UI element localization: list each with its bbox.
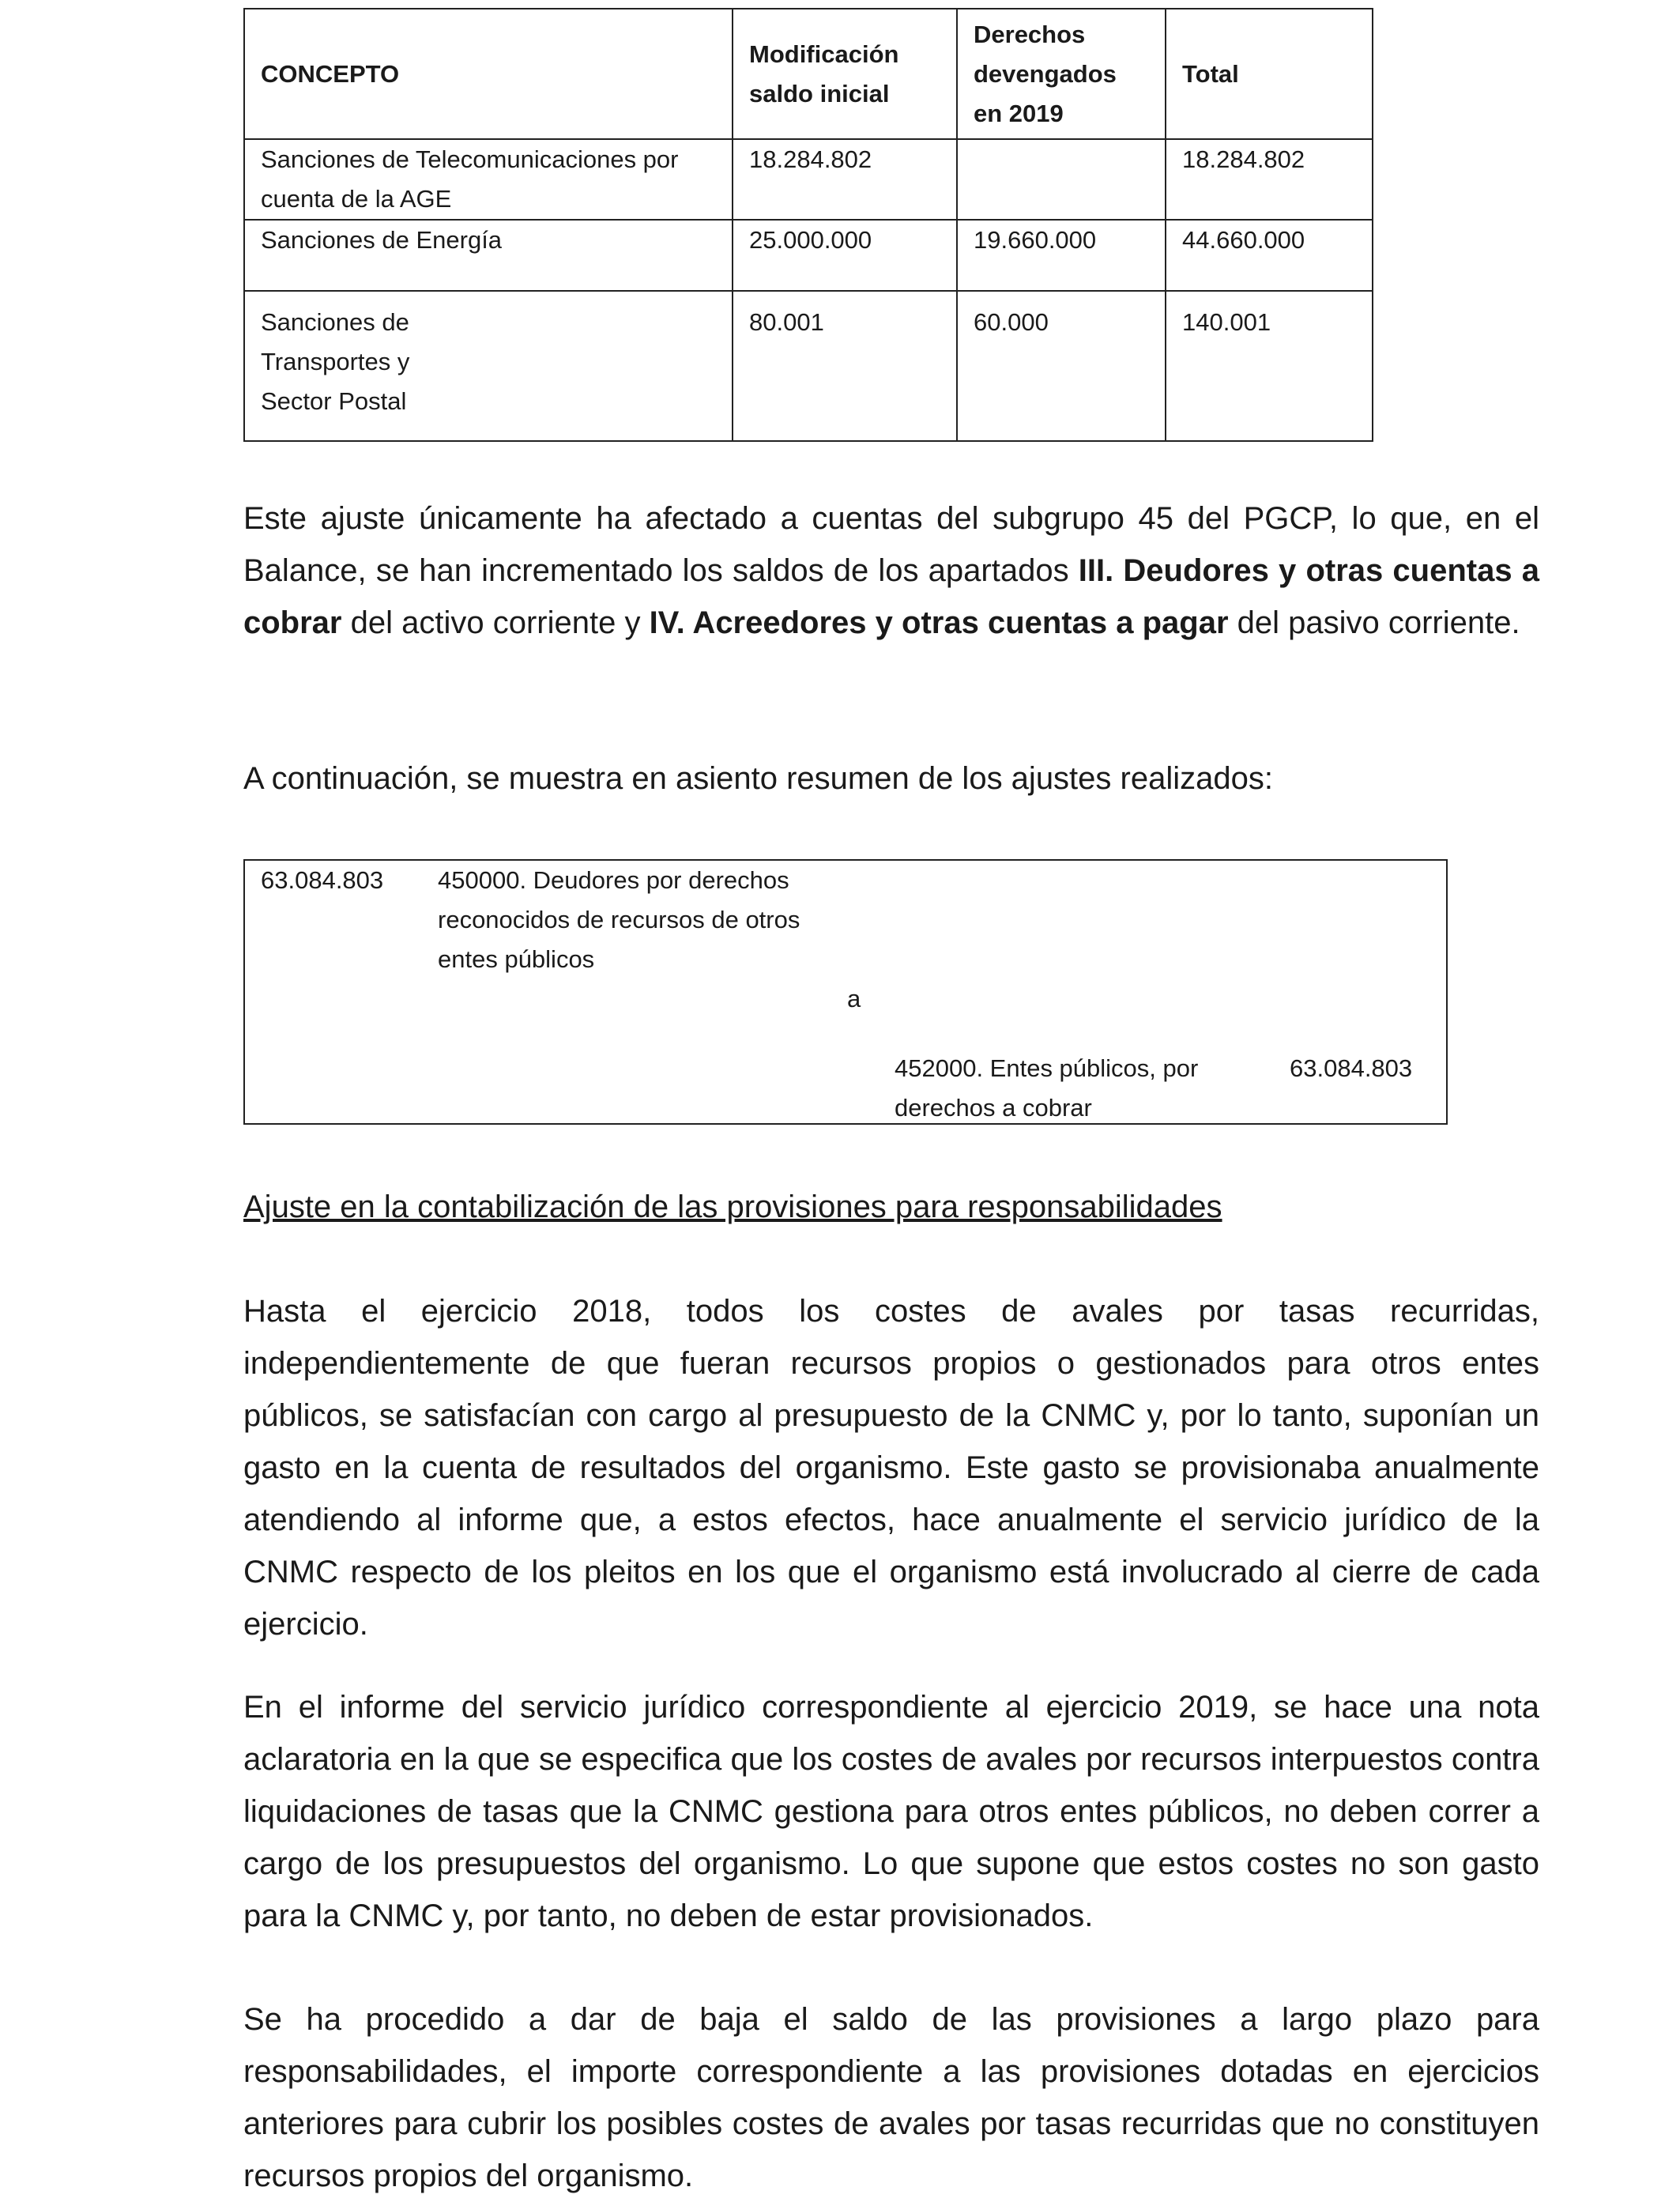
entry-debit-account: 450000. Deudores por derechos reconocidos de recursos de otros entes públicos xyxy=(438,866,800,973)
header-concepto: CONCEPTO xyxy=(244,9,733,139)
bold-deudores: III. Deudores y otras cuentas a cobrar xyxy=(243,553,1539,640)
bold-acreedores: IV. Acreedores y otras cuentas a pagar xyxy=(649,605,1229,640)
entry-credit-amount: 63.084.803 xyxy=(1290,1054,1413,1082)
header-total: Total xyxy=(1166,9,1373,139)
cell-derechos xyxy=(957,139,1166,220)
sanctions-table xyxy=(243,8,1373,442)
cell-concepto: Sanciones de Telecomunicaciones por cuenta de la AGE xyxy=(244,139,733,220)
cell-concepto: Sanciones de Energía xyxy=(244,220,733,291)
cell-modificacion: 18.284.802 xyxy=(733,139,957,220)
paragraph-text: Este ajuste únicamente ha afectado a cuentas del subgrupo 45 del PGCP, lo que, en el Balance, se han incrementado los saldos de los apartados xyxy=(243,501,1539,588)
table-row xyxy=(244,291,1373,441)
paragraph-informe-2019: En el informe del servicio jurídico correspondiente al ejercicio 2019, se hace una nota aclaratoria en la que se especifica que los costes de avales por recursos interpuestos contra liquidaciones de tasas que la CNMC gestiona para otros entes públicos, no deben correr a cargo de los presupuestos del organismo. Lo que supone que estos costes no son gasto para la CNMC y, por tanto, no deben de estar provisionados. xyxy=(243,1690,1539,1933)
cell-concepto xyxy=(244,291,733,441)
entry-connector: a xyxy=(847,985,861,1012)
paragraph-baja-provisiones: Se ha procedido a dar de baja el saldo de las provisiones a largo plazo para responsabilidades, el importe correspondiente a las provisiones dotadas en ejercicios anteriores para cubrir los posibles costes de avales por tasas recurridas que no constituyen recursos propios del organismo. xyxy=(243,2002,1539,2193)
journal-entry-box xyxy=(243,859,1448,1125)
table-header-row xyxy=(244,9,1373,139)
entry-credit-account: 452000. Entes públicos, por derechos a cobrar xyxy=(895,1054,1199,1122)
paragraph-asiento-intro: A continuación, se muestra en asiento resumen de los ajustes realizados: xyxy=(243,761,1273,796)
cell-total: 140.001 xyxy=(1166,291,1373,441)
paragraph-text: del activo corriente y xyxy=(341,605,650,640)
header-derechos: Derechos devengados en 2019 xyxy=(957,9,1166,139)
cell-modificacion: 80.001 xyxy=(733,291,957,441)
cell-derechos: 19.660.000 xyxy=(957,220,1166,291)
section-heading: Ajuste en la contabilización de las provisiones para responsabilidades xyxy=(243,1190,1222,1224)
paragraph-hasta-2018: Hasta el ejercicio 2018, todos los costes de avales por tasas recurridas, independientemente de que fueran recursos propios o gestionados para otros entes públicos, se satisfacían con cargo al presupuesto de la CNMC y, por lo tanto, suponían un gasto en la cuenta de resultados del organismo. Este gasto se provisionaba anualmente atendiendo al informe que, a estos efectos, hace anualmente el servicio jurídico de la CNMC respecto de los pleitos en los que el organismo está involucrado al cierre de cada ejercicio. xyxy=(243,1294,1539,1642)
cell-concepto-text: Sanciones de Transportes y Sector Postal xyxy=(261,308,410,415)
paragraph-text: del pasivo corriente. xyxy=(1228,605,1520,640)
table-row xyxy=(244,139,1373,220)
cell-total: 18.284.802 xyxy=(1166,139,1373,220)
entry-debit-amount: 63.084.803 xyxy=(261,866,384,894)
header-modificacion: Modificación saldo inicial xyxy=(733,9,957,139)
paragraph-ajuste xyxy=(243,492,1539,649)
table-row xyxy=(244,220,1373,291)
cell-modificacion: 25.000.000 xyxy=(733,220,957,291)
cell-derechos: 60.000 xyxy=(957,291,1166,441)
cell-total: 44.660.000 xyxy=(1166,220,1373,291)
